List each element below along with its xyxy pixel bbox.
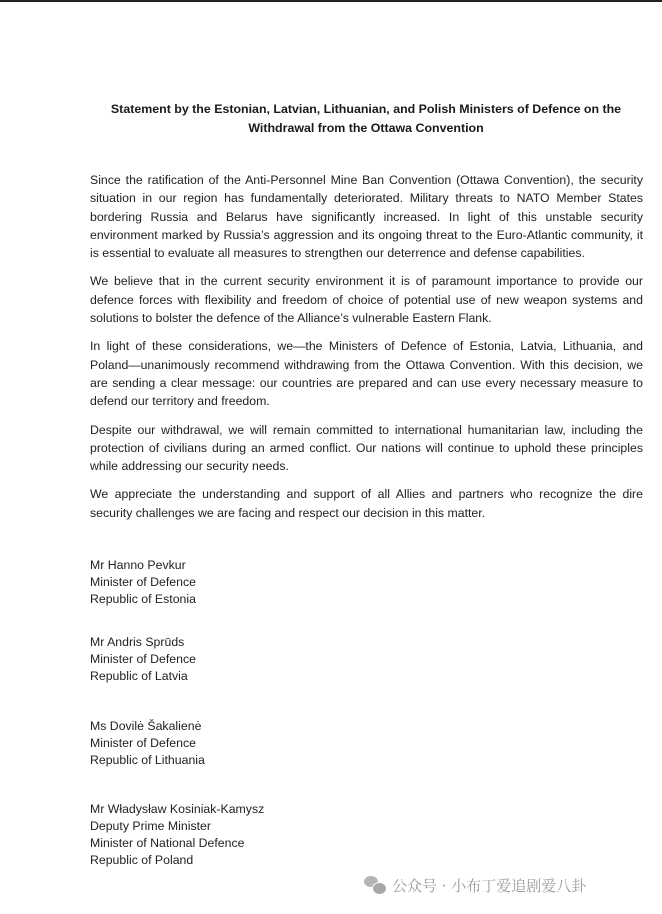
signatory-country: Republic of Estonia (90, 592, 196, 606)
paragraph: In light of these considerations, we—the Ministers of Defence of Estonia, Latvia, Lithuania, and Poland—unanimously recommend withdrawing from the Ottawa Convention. With this decision, we are sending a clear message: our countries are prepared and can use every necessary measure to defend our territory and freedom. (90, 339, 643, 409)
signatory-country: Republic of Lithuania (90, 753, 205, 767)
signatory-estonia (90, 557, 196, 608)
signatory-role: Minister of Defence (90, 736, 196, 750)
title-line: Withdrawal from the Ottawa Convention (248, 121, 484, 135)
signatory-name: Mr Andris Sprūds (90, 635, 185, 649)
signatory-role: Minister of Defence (90, 652, 196, 666)
signatory-role: Deputy Prime Minister (90, 819, 211, 833)
paragraph: We appreciate the understanding and support of all Allies and partners who recognize the dire security challenges we are facing and respect our decision in this matter. (90, 487, 643, 520)
signatory-country: Republic of Latvia (90, 669, 188, 683)
title-line: Statement by the Estonian, Latvian, Lithuanian, and Polish Ministers of Defence on the (110, 102, 622, 116)
watermark-text: 公众号 · 小布丁爱追剧爱八卦 (392, 876, 587, 895)
signatory-latvia (90, 634, 196, 685)
signatory-name: Mr Hanno Pevkur (90, 558, 186, 572)
signatory-poland (90, 801, 264, 869)
signatory-lithuania (90, 718, 205, 769)
signatory-role: Minister of National Defence (90, 836, 245, 850)
paragraph: Despite our withdrawal, we will remain committed to international humanitarian law, including the protection of civilians during an armed conflict. Our nations will continue to uphold these principles while addressing our security needs. (90, 422, 643, 474)
watermark (364, 874, 586, 896)
document-title (90, 100, 642, 138)
signatory-name: Mr Władysław Kosiniak-Kamysz (90, 802, 265, 816)
paragraph: We believe that in the current security environment it is of paramount importance to provide our defence forces with flexibility and freedom of choice of potential use of new weapon systems and solutions to bolster the defence of the Alliance’s vulnerable Eastern Flank. (90, 274, 643, 326)
wechat-icon (364, 876, 386, 894)
signatory-name: Ms Dovilė Šakalienė (90, 719, 202, 733)
paragraph: Since the ratification of the Anti-Personnel Mine Ban Convention (Ottawa Convention), the security situation in our region has fundamentally deteriorated. Military threats to NATO Member States bordering Russia and Belarus have significantly increased. In light of this unstable security environment marked by Russia’s aggression and its ongoing threat to the Euro-Atlantic community, it is essential to evaluate all measures to strengthen our deterrence and defense capabilities. (90, 173, 643, 261)
signatory-country: Republic of Poland (90, 853, 194, 867)
signatory-role: Minister of Defence (90, 575, 196, 589)
document-body (90, 171, 643, 532)
